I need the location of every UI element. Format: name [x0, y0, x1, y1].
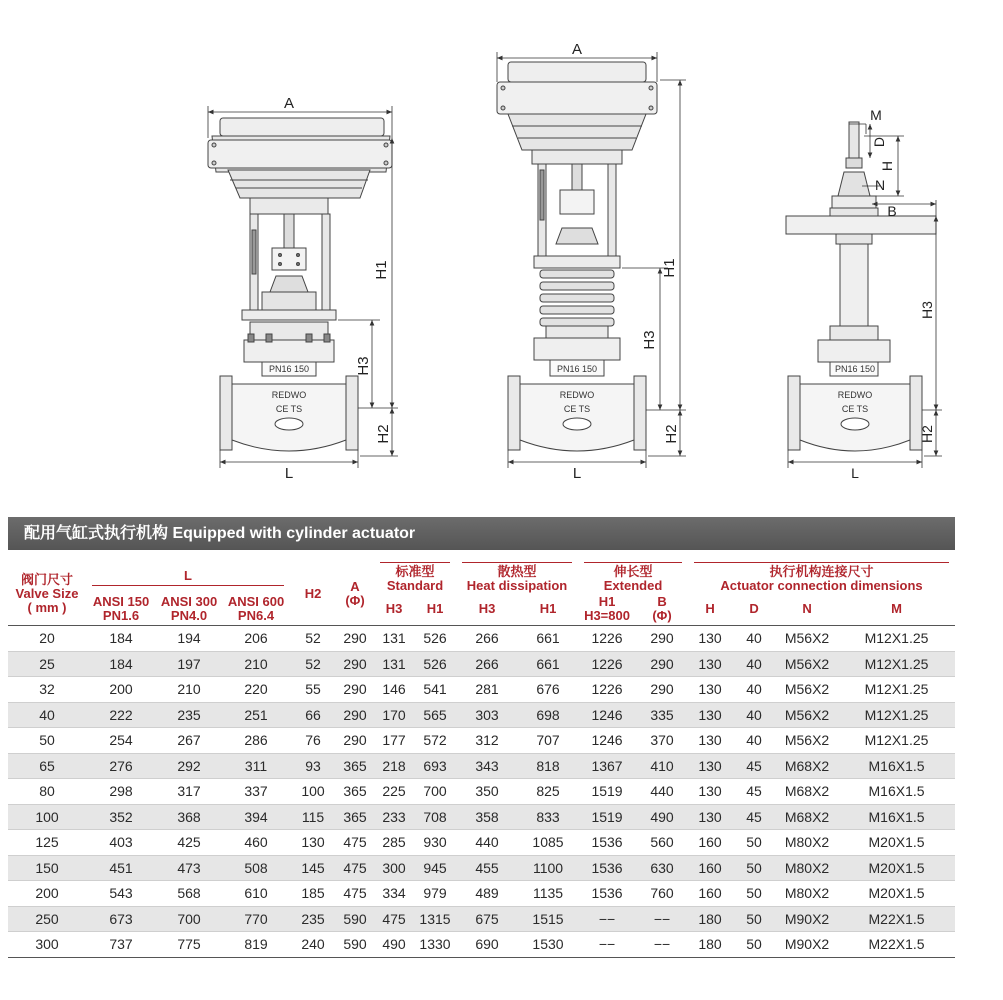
table-cell: 1085 [518, 830, 578, 856]
table-cell: M22X1.5 [838, 906, 955, 932]
table-cell: 526 [414, 626, 456, 652]
table-cell: −− [578, 932, 636, 958]
table-cell: 490 [374, 932, 414, 958]
header-ansi300: ANSI 300 PN4.0 [160, 594, 218, 623]
table-cell: 1519 [578, 779, 636, 805]
header-A: A (Φ) [345, 578, 365, 608]
table-cell: 541 [414, 677, 456, 703]
table-cell: 1536 [578, 881, 636, 907]
table-cell: 40 [732, 728, 776, 754]
table-cell: 440 [636, 779, 688, 805]
table-cell: M80X2 [776, 830, 838, 856]
table-cell: 455 [456, 855, 518, 881]
table-cell: 1226 [578, 677, 636, 703]
svg-text:L: L [851, 465, 859, 481]
table-cell: 1330 [414, 932, 456, 958]
table-cell: 185 [290, 881, 336, 907]
drawing-standard-valve [208, 118, 392, 451]
header-group-actuator: 执行机构连接尺寸 Actuator connection dimensions [688, 562, 955, 593]
header-valve-size: 阀门尺寸 Valve Size ( mm ) [15, 571, 79, 615]
table-cell: 250 [8, 906, 86, 932]
table-cell: 150 [8, 855, 86, 881]
table-cell: 610 [222, 881, 290, 907]
table-cell: 833 [518, 804, 578, 830]
header-std-H1: H1 [426, 601, 444, 616]
table-cell: 50 [732, 830, 776, 856]
svg-text:N: N [874, 177, 886, 193]
table-cell: 708 [414, 804, 456, 830]
table-cell: 590 [336, 906, 374, 932]
table-cell: M80X2 [776, 855, 838, 881]
table-cell: 1367 [578, 753, 636, 779]
table-cell: 300 [8, 932, 86, 958]
table-cell: 676 [518, 677, 578, 703]
table-cell: 290 [336, 626, 374, 652]
table-cell: 290 [336, 651, 374, 677]
table-cell: M12X1.25 [838, 677, 955, 703]
table-cell: 1536 [578, 830, 636, 856]
table-cell: M68X2 [776, 753, 838, 779]
svg-text:PN16 150: PN16 150 [834, 364, 876, 374]
svg-text:B: B [887, 203, 897, 219]
table-cell: 565 [414, 702, 456, 728]
table-cell: 40 [732, 651, 776, 677]
table-cell: 130 [688, 677, 732, 703]
svg-text:H1: H1 [661, 258, 678, 278]
table-cell: M80X2 [776, 881, 838, 907]
table-cell: 32 [8, 677, 86, 703]
table-cell: 50 [732, 881, 776, 907]
table-cell: 206 [222, 626, 290, 652]
table-cell: 1515 [518, 906, 578, 932]
table-cell: 675 [456, 906, 518, 932]
svg-text:D: D [871, 136, 887, 148]
table-cell: 76 [290, 728, 336, 754]
table-cell: 930 [414, 830, 456, 856]
table-cell: 508 [222, 855, 290, 881]
table-cell: 286 [222, 728, 290, 754]
table-cell: M20X1.5 [838, 855, 955, 881]
table-cell: M16X1.5 [838, 779, 955, 805]
table-cell: 170 [374, 702, 414, 728]
header-ext-H1: H1 H3=800 [584, 594, 630, 623]
table-cell: 335 [636, 702, 688, 728]
table-cell: −− [578, 906, 636, 932]
table-row [8, 906, 955, 932]
table-cell: 979 [414, 881, 456, 907]
table-cell: 368 [156, 804, 222, 830]
table-cell: 50 [8, 728, 86, 754]
table-cell: 475 [336, 881, 374, 907]
table-cell: 130 [688, 753, 732, 779]
table-cell: 210 [222, 651, 290, 677]
table-cell: −− [636, 932, 688, 958]
table-cell: 267 [156, 728, 222, 754]
svg-text:H3: H3 [919, 301, 935, 319]
table-cell: 130 [688, 651, 732, 677]
table-cell: 180 [688, 906, 732, 932]
table-cell: 285 [374, 830, 414, 856]
table-cell: 251 [222, 702, 290, 728]
svg-text:L: L [572, 465, 582, 482]
svg-text:H3: H3 [355, 356, 372, 376]
table-cell: 818 [518, 753, 578, 779]
table-cell: 1246 [578, 702, 636, 728]
table-cell: 311 [222, 753, 290, 779]
table-row [8, 932, 955, 958]
table-cell: 292 [156, 753, 222, 779]
table-cell: 358 [456, 804, 518, 830]
table-cell: 394 [222, 804, 290, 830]
drawing1-brand: REDWO [271, 390, 307, 400]
table-cell: 45 [732, 779, 776, 805]
table-cell: 460 [222, 830, 290, 856]
table-cell: 115 [290, 804, 336, 830]
section-banner: 配用气缸式执行机构 Equipped with cylinder actuator [8, 517, 955, 550]
table-cell: 130 [688, 702, 732, 728]
table-cell: M68X2 [776, 779, 838, 805]
table-cell: 690 [456, 932, 518, 958]
header-ansi600: ANSI 600 PN6.4 [227, 594, 285, 623]
table-cell: 350 [456, 779, 518, 805]
table-cell: 290 [336, 728, 374, 754]
table-cell: M16X1.5 [838, 753, 955, 779]
table-cell: 1246 [578, 728, 636, 754]
svg-text:CE TS: CE TS [563, 404, 591, 414]
table-cell: 440 [456, 830, 518, 856]
table-row [8, 804, 955, 830]
table-row [8, 702, 955, 728]
svg-text:CE TS: CE TS [841, 404, 869, 414]
table-cell: 489 [456, 881, 518, 907]
table-cell: 20 [8, 626, 86, 652]
table-cell: 661 [518, 651, 578, 677]
table-cell: 266 [456, 626, 518, 652]
dimension-table [8, 562, 955, 958]
table-cell: 130 [688, 804, 732, 830]
svg-text:A: A [571, 41, 583, 58]
svg-text:REDWO: REDWO [559, 390, 595, 400]
table-cell: 222 [86, 702, 156, 728]
table-cell: 543 [86, 881, 156, 907]
table-cell: M12X1.25 [838, 728, 955, 754]
table-cell: 317 [156, 779, 222, 805]
table-cell: 775 [156, 932, 222, 958]
table-cell: 1135 [518, 881, 578, 907]
svg-text:H3: H3 [641, 330, 658, 350]
table-cell: 760 [636, 881, 688, 907]
table-cell: M12X1.25 [838, 702, 955, 728]
table-cell: 630 [636, 855, 688, 881]
header-group-heat: 散热型 Heat dissipation [456, 562, 578, 593]
table-cell: 290 [636, 626, 688, 652]
table-cell: 200 [8, 881, 86, 907]
table-cell: 290 [336, 677, 374, 703]
table-cell: 770 [222, 906, 290, 932]
table-row [8, 779, 955, 805]
table-cell: 475 [336, 830, 374, 856]
table-cell: 365 [336, 753, 374, 779]
table-cell: 1519 [578, 804, 636, 830]
table-cell: 40 [732, 626, 776, 652]
table-cell: 303 [456, 702, 518, 728]
table-cell: 266 [456, 651, 518, 677]
table-cell: 300 [374, 855, 414, 881]
table-cell: 235 [156, 702, 222, 728]
table-cell: M22X1.5 [838, 932, 955, 958]
table-cell: M56X2 [776, 651, 838, 677]
table-cell: 1536 [578, 855, 636, 881]
table-cell: M12X1.25 [838, 626, 955, 652]
table-cell: 365 [336, 804, 374, 830]
table-cell: 572 [414, 728, 456, 754]
table-cell: 254 [86, 728, 156, 754]
table-row [8, 753, 955, 779]
svg-text:H1: H1 [373, 260, 390, 280]
table-cell: M20X1.5 [838, 881, 955, 907]
table-cell: 590 [336, 932, 374, 958]
table-cell: 160 [688, 881, 732, 907]
table-cell: 25 [8, 651, 86, 677]
table-cell: 40 [732, 702, 776, 728]
header-std-H3: H3 [385, 601, 403, 616]
table-cell: 130 [688, 779, 732, 805]
table-cell: 220 [222, 677, 290, 703]
table-cell: 334 [374, 881, 414, 907]
table-cell: M90X2 [776, 932, 838, 958]
table-cell: 365 [336, 779, 374, 805]
table-cell: 698 [518, 702, 578, 728]
table-row [8, 651, 955, 677]
table-cell: 290 [336, 702, 374, 728]
table-cell: 50 [732, 932, 776, 958]
table-cell: 40 [8, 702, 86, 728]
drawing1-plate: PN16 150 [268, 364, 310, 374]
table-cell: 50 [732, 855, 776, 881]
table-cell: M56X2 [776, 728, 838, 754]
table-cell: 707 [518, 728, 578, 754]
table-cell: 737 [86, 932, 156, 958]
table-cell: 700 [414, 779, 456, 805]
table-cell: 225 [374, 779, 414, 805]
table-row [8, 728, 955, 754]
table-cell: 343 [456, 753, 518, 779]
header-group-L: L [86, 562, 290, 593]
table-cell: 352 [86, 804, 156, 830]
table-cell: 276 [86, 753, 156, 779]
drawing1-mark: CE TS [275, 404, 303, 414]
table-cell: 180 [688, 932, 732, 958]
header-ansi150: ANSI 150 PN1.6 [92, 594, 150, 623]
table-cell: M16X1.5 [838, 804, 955, 830]
header-heat-H1: H1 [539, 601, 557, 616]
table-cell: 197 [156, 651, 222, 677]
svg-text:H2: H2 [375, 424, 392, 444]
table-cell: 131 [374, 626, 414, 652]
table-cell: 146 [374, 677, 414, 703]
table-cell: 130 [290, 830, 336, 856]
header-heat-H3: H3 [478, 601, 496, 616]
table-cell: 130 [688, 626, 732, 652]
dimension-table-wrap [8, 562, 955, 958]
table-cell: 50 [732, 906, 776, 932]
table-cell: 825 [518, 779, 578, 805]
table-row [8, 855, 955, 881]
table-cell: 473 [156, 855, 222, 881]
table-cell: M20X1.5 [838, 830, 955, 856]
table-cell: 218 [374, 753, 414, 779]
table-cell: 281 [456, 677, 518, 703]
table-cell: 40 [732, 677, 776, 703]
table-cell: 80 [8, 779, 86, 805]
table-cell: 194 [156, 626, 222, 652]
table-cell: 1226 [578, 651, 636, 677]
header-ext-B: B (Φ) [652, 594, 672, 623]
table-cell: 475 [336, 855, 374, 881]
table-cell: 240 [290, 932, 336, 958]
table-cell: 451 [86, 855, 156, 881]
table-cell: 66 [290, 702, 336, 728]
table-cell: 290 [636, 677, 688, 703]
table-cell: 290 [636, 651, 688, 677]
table-cell: 526 [414, 651, 456, 677]
table-cell: 100 [8, 804, 86, 830]
header-group-standard: 标准型 Standard [374, 562, 456, 593]
table-cell: 100 [290, 779, 336, 805]
table-cell: 337 [222, 779, 290, 805]
table-cell: M56X2 [776, 626, 838, 652]
table-cell: 410 [636, 753, 688, 779]
table-cell: 233 [374, 804, 414, 830]
table-cell: 370 [636, 728, 688, 754]
table-cell: M56X2 [776, 677, 838, 703]
table-cell: 160 [688, 830, 732, 856]
table-row [8, 830, 955, 856]
drawing-extended-valve [786, 122, 936, 451]
svg-text:PN16 150: PN16 150 [556, 364, 598, 374]
table-cell: 160 [688, 855, 732, 881]
table-header [8, 562, 955, 626]
table-row [8, 626, 955, 652]
table-cell: 210 [156, 677, 222, 703]
header-act-N: N [802, 601, 812, 616]
header-group-extended: 伸长型 Extended [578, 562, 688, 593]
table-cell: 819 [222, 932, 290, 958]
table-cell: M90X2 [776, 906, 838, 932]
table-cell: 475 [374, 906, 414, 932]
table-cell: 45 [732, 804, 776, 830]
table-cell: M68X2 [776, 804, 838, 830]
svg-text:REDWO: REDWO [837, 390, 873, 400]
table-cell: 125 [8, 830, 86, 856]
svg-text:M: M [870, 107, 882, 123]
table-cell: M56X2 [776, 702, 838, 728]
table-row [8, 677, 955, 703]
table-body [8, 626, 955, 958]
table-cell: 65 [8, 753, 86, 779]
table-cell: 560 [636, 830, 688, 856]
table-cell: 145 [290, 855, 336, 881]
table-cell: 312 [456, 728, 518, 754]
header-act-D: D [749, 601, 759, 616]
table-cell: 177 [374, 728, 414, 754]
table-cell: 1100 [518, 855, 578, 881]
table-cell: 130 [688, 728, 732, 754]
table-cell: 661 [518, 626, 578, 652]
table-cell: 55 [290, 677, 336, 703]
table-cell: 568 [156, 881, 222, 907]
table-cell: 184 [86, 651, 156, 677]
table-cell: 93 [290, 753, 336, 779]
table-cell: 184 [86, 626, 156, 652]
table-cell: 200 [86, 677, 156, 703]
table-cell: −− [636, 906, 688, 932]
svg-text:H2: H2 [663, 424, 680, 444]
table-cell: 673 [86, 906, 156, 932]
svg-text:L: L [284, 465, 294, 482]
table-row [8, 881, 955, 907]
table-cell: 403 [86, 830, 156, 856]
table-cell: 693 [414, 753, 456, 779]
table-cell: 45 [732, 753, 776, 779]
svg-text:A: A [283, 95, 295, 112]
svg-text:H2: H2 [919, 425, 935, 443]
header-act-H: H [705, 601, 715, 616]
table-cell: 425 [156, 830, 222, 856]
table-cell: 298 [86, 779, 156, 805]
table-cell: 52 [290, 651, 336, 677]
table-cell: 1315 [414, 906, 456, 932]
table-cell: 490 [636, 804, 688, 830]
table-cell: 1530 [518, 932, 578, 958]
table-cell: 1226 [578, 626, 636, 652]
table-cell: 700 [156, 906, 222, 932]
header-H2: H2 [304, 585, 322, 601]
header-act-M: M [891, 601, 902, 616]
table-cell: 52 [290, 626, 336, 652]
table-cell: 235 [290, 906, 336, 932]
table-cell: M12X1.25 [838, 651, 955, 677]
svg-text:H: H [879, 160, 895, 172]
table-cell: 131 [374, 651, 414, 677]
table-cell: 945 [414, 855, 456, 881]
